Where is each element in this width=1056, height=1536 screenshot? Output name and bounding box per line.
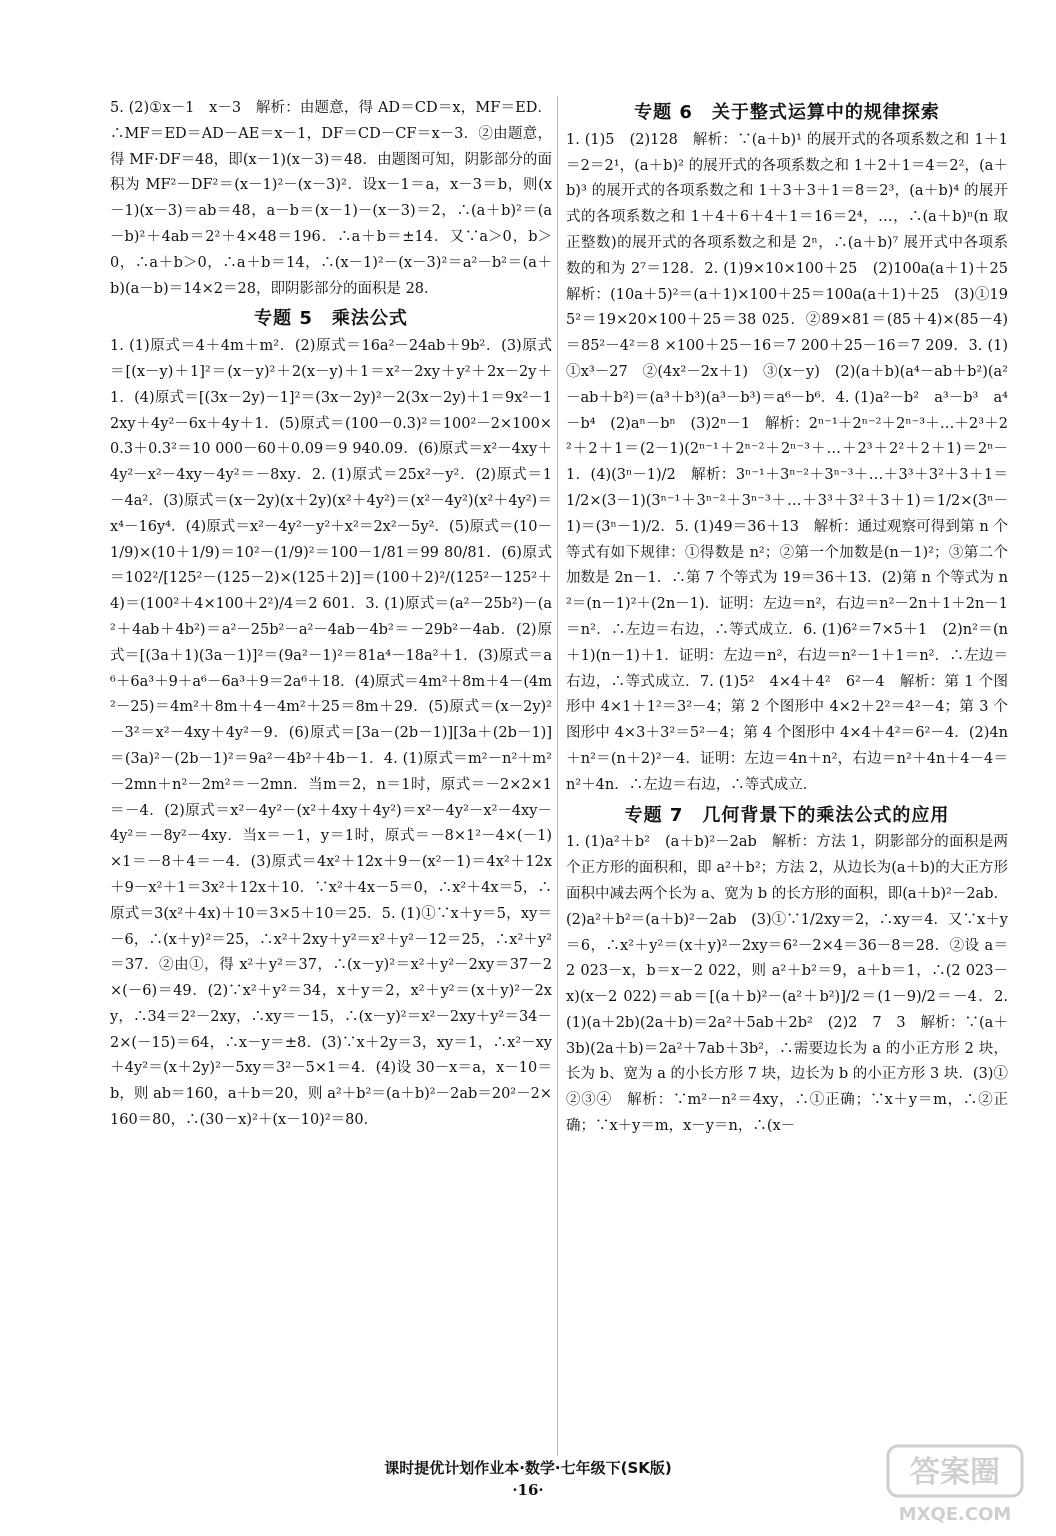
left-column [110,96,552,1134]
right-column [566,96,1023,1140]
section-7-answers: 1. (1)a²＋b² (a＋b)²－2ab 解析：方法 1，阴影部分的面积是两个正方形的面积和，即 a²＋b²；方法 2，从边长为(a＋b)的大正方形面积中减去两个长为 a、宽为 b 的长方形的面积，即(a＋b)²－2ab．(2)a²＋b²＝(a＋b)²－2ab (3)①∵1/2xy＝2，∴xy＝4．又∵x＋y＝6，∴x²＋y²＝(x＋y)²－2xy＝6²－2×4＝36－8＝28．②设 a＝2 023－x，b＝x－2 022，则 a²＋b²＝9，a＋b＝1，∴(2 023－x)(x－2 022)＝ab＝[(a＋b)²－(a²＋b²)]/2＝(1－9)/2＝－4．2. (1)(a＋2b)(2a＋b)＝2a²＋5ab＋2b² (2)2 7 3 解析：∵(a＋3b)(2a＋b)＝2a²＋7ab＋3b²，∴需要边长为 a 的小正方形 2 块，长为 b、宽为 a 的小长方形 7 块，边长为 b 的小正方形 3 块．(3)①②③④ 解析：∵m²－n²＝4xy，∴①正确；∵x＋y＝m，∴②正确；∵x＋y＝m，x－y＝n，∴(x－ [566,834,1013,1135]
section-6-answers: 1. (1)5 (2)128 解析：∵(a＋b)¹ 的展开式的各项系数之和 1＋1＝2＝2¹，(a＋b)² 的展开式的各项系数之和 1＋2＋1＝4＝2²，(a＋b)³ 的展开式的各项系数之和 1＋3＋3＋1＝8＝2³，(a＋b)⁴ 的展开式的各项系数之和 1＋4＋6＋4＋1＝16＝2⁴，…，∴(a＋b)ⁿ(n 取正整数)的展开式的各项系数之和是 2ⁿ，∴(a＋b)⁷ 展开式中各项系数的和为 2⁷＝128．2. (1)9×10×100＋25 (2)100a(a＋1)＋25 解析：(10a＋5)²＝(a＋1)×100＋25＝100a(a＋1)＋25 (3)①195²＝19×20×100＋25＝38 025．②89×81＝(85＋4)×(85－4)＝85²－4²＝8 ×100＋25－16＝7 200＋25－16＝7 209．3. (1)①x³－27 ②(4x²－2x＋1) ③(x－y) (2)(a＋b)(a⁴－ab＋b²)(a²－ab＋b²)＝(a³＋b³)(a³－b³)＝a⁶－b⁶．4. (1)a²－b² a³－b³ a⁴－b⁴ (2)aⁿ－bⁿ (3)2ⁿ－1 解析：2ⁿ⁻¹＋2ⁿ⁻²＋2ⁿ⁻³＋…＋2³＋2²＋2＋1＝(2－1)(2ⁿ⁻¹＋2ⁿ⁻²＋2ⁿ⁻³＋…＋2³＋2²＋2＋1)＝2ⁿ－1．(4)(3ⁿ－1)/2 解析：3ⁿ⁻¹＋3ⁿ⁻²＋3ⁿ⁻³＋…＋3³＋3²＋3＋1＝1/2×(3－1)(3ⁿ⁻¹＋3ⁿ⁻²＋3ⁿ⁻³＋…＋3³＋3²＋3＋1)＝1/2×(3ⁿ－1)＝(3ⁿ－1)/2．5. (1)49＝36＋13 解析：通过观察可得到第 n 个等式有如下规律：①得数是 n²；②第一个加数是(n－1)²；③第二个加数是 2n－1．∴第 7 个等式为 19＝36＋13．(2)第 n 个等式为 n²＝(n－1)²＋(2n－1)．证明：左边＝n²，右边＝n²－2n＋1＋2n－1＝n²．∴左边＝右边，∴等式成立．6. (1)6²＝7×5＋1 (2)n²＝(n＋1)(n－1)＋1．证明：左边＝n²，右边＝n²－1＋1＝n²．∴左边＝右边，∴等式成立．7. (1)5² 4×4＋4² 6²－4 解析：第 1 个图形中 4×1＋1²＝3²－4；第 2 个图形中 4×2＋2²＝4²－4；第 3 个图形中 4×3＋3²＝5²－4；第 4 个图形中 4×4＋4²＝6²－4．(2)4n＋n²＝(n＋2)²－4．证明：左边＝4n＋n²，右边＝n²＋4n＋4－4＝n²＋4n．∴左边＝右边，∴等式成立． [566,131,1023,793]
watermark-logo-icon [880,1440,1030,1530]
watermark-site: MXQE.COM [898,1504,1012,1525]
column-divider [557,96,558,1456]
page-number: ·16· [512,1481,544,1499]
problem-5-solution: 5. (2)①x－1 x－3 解析：由题意，得 AD＝CD＝x，MF＝ED．∴MF＝ED＝AD－AE＝x－1，DF＝CD－CF＝x－3．②由题意，得 MF·DF＝48，即(x－1)(x－3)＝48．由题图可知，阴影部分的面积为 MF²－DF²＝(x－1)²－(x－3)²．设x－1＝a，x－3＝b，则(x－1)(x－3)＝ab＝48，a－b＝(x－1)－(x－3)＝2，∴(a＋b)²＝(a－b)²＋4ab＝2²＋4×48＝196．∴a＋b＝±14．又∵a＞0，b＞0，∴a＋b＞0，∴a＋b＝14，∴(x－1)²－(x－3)²＝a²－b²＝(a＋b)(a－b)＝14×2＝28，即阴影部分的面积是 28． [110,100,552,297]
section-heading-6: 专题 6 关于整式运算中的规律探索 [634,102,940,123]
section-heading-7: 专题 7 几何背景下的乘法公式的应用 [624,804,950,826]
book-footer-title: 课时提优计划作业本·数学·七年级下(SK版) [384,1459,672,1477]
section-heading-5: 专题 5 乘法公式 [254,308,408,330]
watermark-text: 答案圈 [910,1455,1000,1490]
section-5-answers: 1. (1)原式＝4＋4m＋m²．(2)原式＝16a²－24ab＋9b²．(3)原式＝[(x－y)＋1]²＝(x－y)²＋2(x－y)＋1＝x²－2xy＋y²＋2x－2y＋1．(4)原式＝[(3x－2y)－1]²＝(3x－2y)²－2(3x－2y)＋1＝9x²－12xy＋4y²－6x＋4y＋1．(5)原式＝(100－0.3)²＝100²－2×100×0.3＋0.3²＝10 000－60＋0.09＝9 940.09．(6)原式＝x²－4xy＋4y²－x²－4xy－4y²＝－8xy．2. (1)原式＝25x²－y²．(2)原式＝1－4a²．(3)原式＝(x－2y)(x＋2y)(x²＋4y²)＝(x²－4y²)(x²＋4y²)＝x⁴－16y⁴．(4)原式＝x²－4y²－y²＋x²＝2x²－5y²．(5)原式＝(10－1/9)×(10＋1/9)＝10²－(1/9)²＝100－1/81＝99 80/81．(6)原式＝102²/[125²－(125－2)×(125＋2)]＝(100＋2)²/(125²－125²＋4)＝(100²＋4×100＋2²)/4＝2 601．3. (1)原式＝(a²－25b²)－(a²＋4ab＋4b²)＝a²－25b²－a²－4ab－4b²＝－29b²－4ab．(2)原式＝[(3a＋1)(3a－1)]²＝(9a²－1)²＝81a⁴－18a²＋1．(3)原式＝a⁶＋6a³＋9＋a⁶－6a³＋9＝2a⁶＋18．(4)原式＝4m²＋8m＋4－(4m²－25)＝4m²＋8m＋4－4m²＋25＝8m＋29．(5)原式＝(x－2y)²－3²＝x²－4xy＋4y²－9．(6)原式＝[3a－(2b－1)][3a＋(2b－1)]＝(3a)²－(2b－1)²＝9a²－4b²＋4b－1．4. (1)原式＝m²－n²＋m²－2mn＋n²－2m²＝－2mn．当m＝2，n＝1时，原式＝－2×2×1＝－4．(2)原式＝x²－4y²－(x²＋4xy＋4y²)＝x²－4y²－x²－4xy－4y²＝－8y²－4xy．当x＝－1，y＝1时，原式＝－8×1²－4×(－1)×1＝－8＋4＝－4．(3)原式＝4x²＋12x＋9－(x²－1)＝4x²＋12x＋9－x²＋1＝3x²＋12x＋10．∵x²＋4x－5＝0，∴x²＋4x＝5，∴原式＝3(x²＋4x)＋10＝3×5＋10＝25．5. (1)①∵x＋y＝5，xy＝－6，∴(x＋y)²＝25，∴x²＋2xy＋y²＝x²＋y²－12＝25，∴x²＋y²＝37．②由①，得 x²＋y²＝37，∴(x－y)²＝x²＋y²－2xy＝37－2×(－6)＝49．(2)∵x²＋y²＝34，x＋y＝2，x²＋y²＝(x＋y)²－2xy，∴34＝2²－2xy，∴xy＝－15，∴(x－y)²＝x²－2xy＋y²＝34－2×(－15)＝64，∴x－y＝±8．(3)∵x＋2y＝3，xy＝1，∴x²－xy＋4y²＝(x＋2y)²－5xy＝3²－5×1＝4．(4)设 30－x＝a，x－10＝b，则 ab＝160，a＋b＝20，则 a²＋b²＝(a＋b)²－2ab＝20²－2×160＝80，∴(30－x)²＋(x－10)²＝80． [110,338,552,1129]
